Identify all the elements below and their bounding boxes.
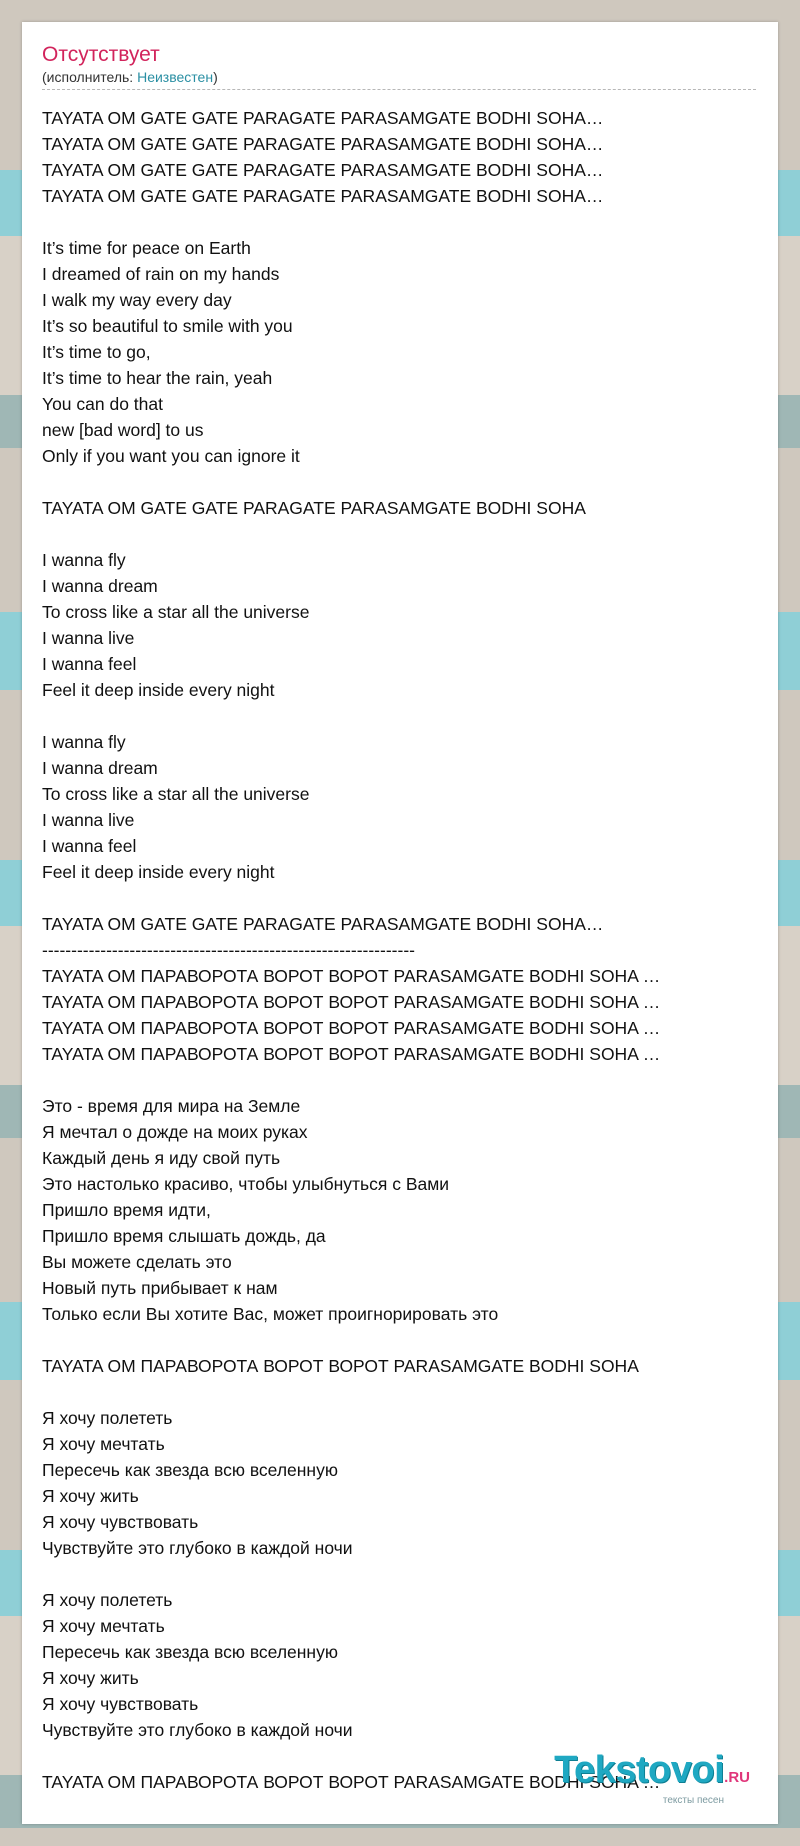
- lyric-line: TAYATA OM GATE GATE PARAGATE PARASAMGATE BODHI SOHA…: [42, 108, 604, 128]
- lyric-line: TAYATA ОМ ПАРАВОРОТА ВОРОТ ВОРОТ PARASAMGATE BODHI SOHA …: [42, 992, 661, 1012]
- lyric-line: It’s time to hear the rain, yeah: [42, 368, 273, 388]
- lyric-line: Я хочу чувствовать: [42, 1694, 199, 1714]
- lyric-line: new [bad word] to us: [42, 420, 204, 440]
- lyric-line: Пересечь как звезда всю вселенную: [42, 1642, 338, 1662]
- lyric-line: I wanna dream: [42, 576, 158, 596]
- lyric-line: Only if you want you can ignore it: [42, 446, 300, 466]
- artist-line: [42, 68, 756, 90]
- lyric-line: I wanna dream: [42, 758, 158, 778]
- logo-tagline: тексты песен: [662, 1795, 724, 1806]
- lyric-blank-line: [42, 209, 772, 235]
- lyric-line: TAYATA ОМ ПАРАВОРОТА ВОРОТ ВОРОТ PARASAMGATE BODHI SOHA …: [42, 1772, 661, 1792]
- site-logo[interactable]: [554, 1751, 750, 1806]
- lyric-line: Я хочу жить: [42, 1668, 139, 1688]
- lyric-line: TAYATA OM GATE GATE PARAGATE PARASAMGATE BODHI SOHA…: [42, 186, 604, 206]
- lyric-blank-line: [42, 1327, 772, 1353]
- lyric-line: I wanna live: [42, 810, 135, 830]
- lyric-line: Вы можете сделать это: [42, 1252, 232, 1272]
- lyric-line: TAYATA OM GATE GATE PARAGATE PARASAMGATE BODHI SOHA…: [42, 914, 604, 934]
- lyrics-body: [42, 105, 772, 1795]
- lyric-line: TAYATA ОМ ПАРАВОРОТА ВОРОТ ВОРОТ PARASAMGATE BODHI SOHA …: [42, 1018, 661, 1038]
- lyric-line: Пересечь как звезда всю вселенную: [42, 1460, 338, 1480]
- lyric-line: Пришло время идти,: [42, 1200, 211, 1220]
- lyrics-page: [22, 22, 778, 1824]
- lyric-line: Это - время для мира на Земле: [42, 1096, 301, 1116]
- lyric-line: Только если Вы хотите Вас, может проигнорировать это: [42, 1304, 499, 1324]
- lyric-blank-line: [42, 703, 772, 729]
- lyric-line: Я хочу чувствовать: [42, 1512, 199, 1532]
- lyric-line: Чувствуйте это глубоко в каждой ночи: [42, 1720, 353, 1740]
- lyric-line: TAYATA ОМ ПАРАВОРОТА ВОРОТ ВОРОТ PARASAMGATE BODHI SOHA …: [42, 966, 661, 986]
- lyric-blank-line: [42, 1379, 772, 1405]
- lyric-line: I dreamed of rain on my hands: [42, 264, 280, 284]
- lyric-line: I walk my way every day: [42, 290, 232, 310]
- artist-link[interactable]: Неизвестен: [137, 69, 214, 85]
- lyric-blank-line: [42, 1561, 772, 1587]
- lyric-line: Каждый день я иду свой путь: [42, 1148, 281, 1168]
- lyric-line: Чувствуйте это глубоко в каждой ночи: [42, 1538, 353, 1558]
- logo-domain-suffix: .RU: [724, 1769, 750, 1786]
- lyric-line: Я хочу полететь: [42, 1408, 173, 1428]
- lyric-line: I wanna fly: [42, 732, 126, 752]
- lyric-blank-line: [42, 885, 772, 911]
- lyric-line: I wanna fly: [42, 550, 126, 570]
- lyric-line: Я хочу мечтать: [42, 1616, 165, 1636]
- lyric-line: To cross like a star all the universe: [42, 602, 310, 622]
- lyric-line: It’s time to go,: [42, 342, 151, 362]
- lyric-line: Я хочу мечтать: [42, 1434, 165, 1454]
- artist-suffix: ): [213, 69, 218, 85]
- lyric-line: I wanna live: [42, 628, 135, 648]
- lyric-line: Новый путь прибывает к нам: [42, 1278, 278, 1298]
- lyric-blank-line: [42, 521, 772, 547]
- lyric-line: TAYATA OM GATE GATE PARAGATE PARASAMGATE BODHI SOHA: [42, 498, 586, 518]
- lyric-line: Feel it deep inside every night: [42, 680, 275, 700]
- lyric-line: ----------------------------------------------------------------: [42, 940, 415, 960]
- lyric-line: TAYATA OM GATE GATE PARAGATE PARASAMGATE BODHI SOHA…: [42, 134, 604, 154]
- lyric-line: It’s time for peace on Earth: [42, 238, 251, 258]
- artist-prefix: (исполнитель:: [42, 69, 138, 85]
- lyric-line: It’s so beautiful to smile with you: [42, 316, 293, 336]
- lyric-line: Я мечтал о дожде на моих руках: [42, 1122, 308, 1142]
- lyric-line: TAYATA ОМ ПАРАВОРОТА ВОРОТ ВОРОТ PARASAMGATE BODHI SOHA: [42, 1356, 639, 1376]
- lyric-line: TAYATA OM GATE GATE PARAGATE PARASAMGATE BODHI SOHA…: [42, 160, 604, 180]
- lyric-blank-line: [42, 1067, 772, 1093]
- lyric-line: I wanna feel: [42, 836, 137, 856]
- lyric-blank-line: [42, 469, 772, 495]
- lyric-line: I wanna feel: [42, 654, 137, 674]
- lyric-line: Это настолько красиво, чтобы улыбнуться с Вами: [42, 1174, 450, 1194]
- lyric-line: You can do that: [42, 394, 163, 414]
- logo-wordmark: [554, 1751, 750, 1797]
- lyric-line: TAYATA ОМ ПАРАВОРОТА ВОРОТ ВОРОТ PARASAMGATE BODHI SOHA …: [42, 1044, 661, 1064]
- logo-main-text: Tekstovoi: [554, 1749, 725, 1791]
- lyric-line: Я хочу жить: [42, 1486, 139, 1506]
- lyric-line: Я хочу полететь: [42, 1590, 173, 1610]
- lyric-line: To cross like a star all the universe: [42, 784, 310, 804]
- lyric-line: Feel it deep inside every night: [42, 862, 275, 882]
- song-title: Отсутствует: [42, 43, 160, 66]
- lyric-line: Пришло время слышать дождь, да: [42, 1226, 326, 1246]
- song-header: [42, 42, 756, 90]
